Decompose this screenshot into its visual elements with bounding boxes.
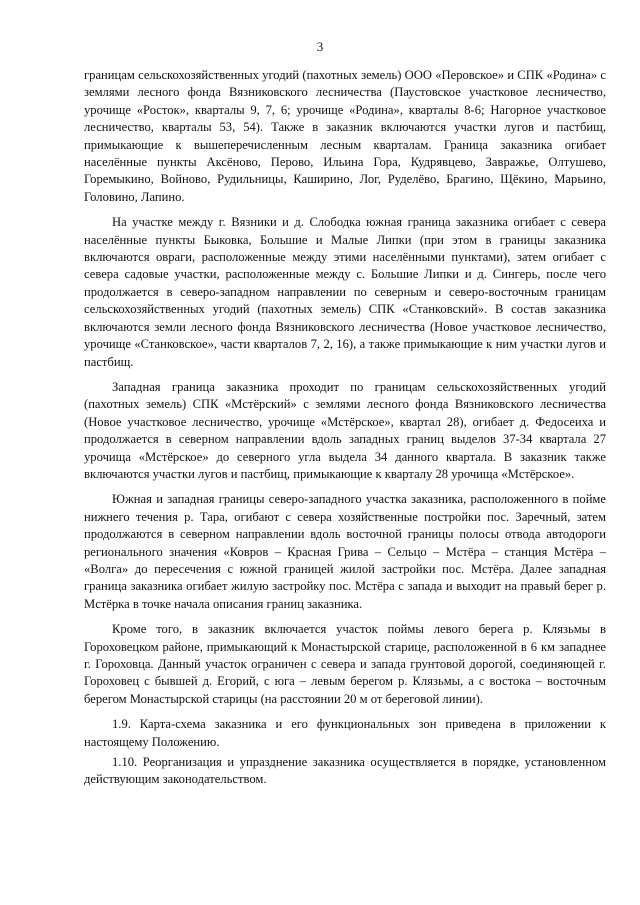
paragraph-northwest-section: Южная и западная границы северо-западного участка заказника, расположенного в пойме нижнего течения р. Тара, огибают с севера хозяйственные постройки пос. Заречный, затем продолжаются в северном направлении вдоль восточной границы полосы отвода автодороги регионального значения «Ковров – Красная Грива – Сельцо – Мстёра – станция Мстёра – «Волга» до пересечения с южной границей жилой застройки пос. Мстёра. Далее западная граница заказника огибает жилую застройку пос. Мстёра с запада и выходит на правый берег р. Мстёрка в точке начала описания границ заказника. — [84, 492, 606, 611]
paragraph-southern-boundary: На участке между г. Вязники и д. Слободка южная граница заказника огибает с севера населённые пункты Быковка, Большие и Малые Липки (при этом в границы заказника включаются овраги, расположенные между этими населёнными пунктами), затем огибает с севера садовые участки, расположенные между с. Большие Липки и д. Сингерь, после чего продолжается в северо-западном направлении по северным и северо-восточным границам сельскохозяйственных угодий (пахотных земель) СПК «Станковский». В состав заказника включаются земли лесного фонда Вязниковского лесничества (Новое участковое лесничество, урочище «Станковское», части кварталов 7, 2, 16), а также примыкающие к ним участки лугов и пастбищ. — [84, 215, 606, 369]
paragraph-1-9-map: 1.9. Карта-схема заказника и его функциональных зон приведена в приложении к настоящему Положению. — [84, 717, 606, 749]
document-body — [84, 67, 606, 797]
page-number: 3 — [316, 39, 324, 54]
paragraph-klyazma-floodplain: Кроме того, в заказник включается участок поймы левого берега р. Клязьмы в Гороховецком районе, примыкающий к Монастырской старице, расположенной в 6 км западнее г. Гороховца. Данный участок ограничен с севера и запада грунтовой дорогой, соединяющей г. Гороховец с бывшей д. Егорий, с юга – левым берегом р. Клязьмы, а с востока – восточным берегом Монастырской старицы (на расстоянии 20 м от береговой линии). — [84, 622, 606, 706]
paragraph-western-boundary: Западная граница заказника проходит по границам сельскохозяйственных угодий (пахотных земель) СПК «Мстёрский» с землями лесного фонда Вязниковского лесничества (Новое участковое лесничество, урочище «Мстёрское», квартал 28), огибает д. Федосеиха и продолжается в северном направлении вдоль западных границ выделов 37-34 квартала 27 урочища «Мстёрское» до северного угла выдела 34 данного квартала. В заказник также включаются участки лугов и пастбищ, примыкающие к кварталу 28 урочища «Мстёрское». — [84, 379, 606, 481]
paragraph-northern-boundary-continued: границам сельскохозяйственных угодий (пахотных земель) ООО «Перовское» и СПК «Родина» с землями лесного фонда Вязниковского лесничества (Паустовское участковое лесничество, урочище «Росток», кварталы 9, 7, 6; урочище «Родина», кварталы 8-6; Нагорное участковое лесничество, кварталы 53, 54). Также в заказник включаются участки лугов и пастбищ, примыкающие к вышеперечисленным лесным кварталам. Граница заказника огибает населённые пункты Аксёново, Перово, Ильина Гора, Кудрявцево, Завражье, Олтушево, Горемыкино, Войново, Рудильницы, Каширино, Лог, Руделёво, Брагино, Щёкино, Марьино, Головино, Лапино. — [84, 68, 606, 204]
paragraph-1-10-reorganization: 1.10. Реорганизация и упразднение заказника осуществляется в порядке, установленном действующим законодательством. — [84, 755, 606, 787]
